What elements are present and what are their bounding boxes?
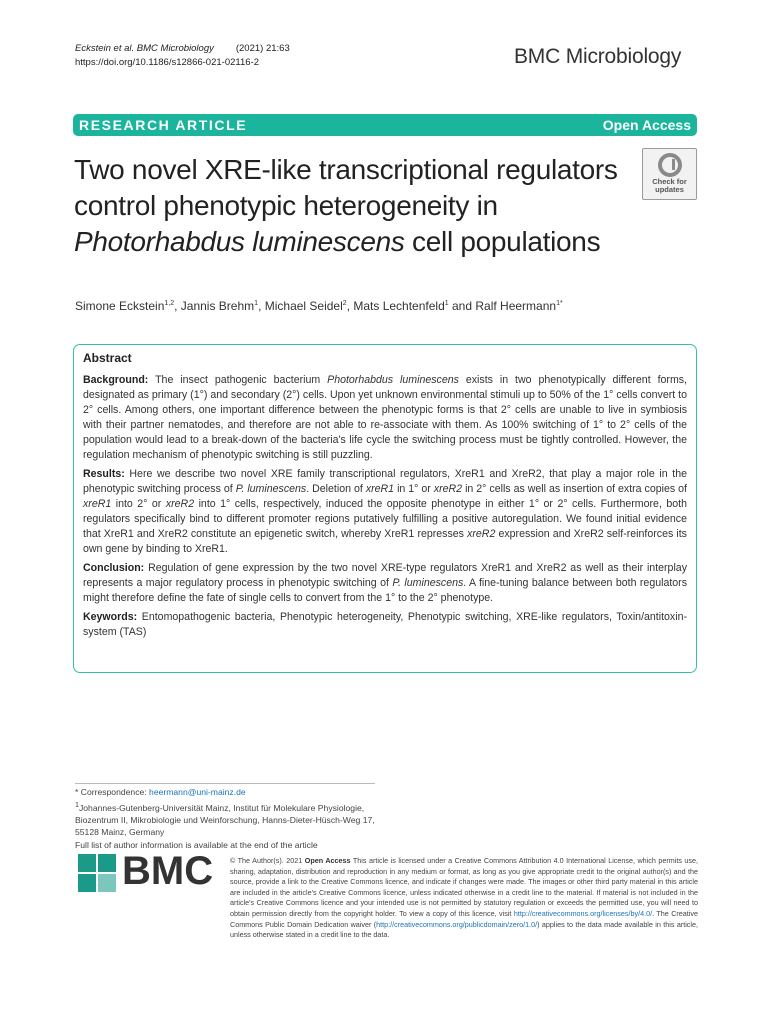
author-sup: 1* <box>556 300 563 307</box>
logo-square <box>98 854 116 872</box>
citation-year: (2021) 21:63 <box>235 43 290 54</box>
footnote-divider <box>75 783 375 784</box>
results-label: Results: <box>83 468 125 480</box>
text: xreR2 <box>165 498 195 510</box>
license-link[interactable]: http://creativecommons.org/licenses/by/4.0/ <box>513 908 653 918</box>
journal-name: BMC Microbiology <box>514 45 682 68</box>
text: ) applies to the data made available in this article, unless otherwise stated in a credit line to the data. <box>230 919 698 940</box>
author-info-note: Full list of author information is available at the end of the article <box>75 839 318 850</box>
text: exists in two phenotypically different forms, designated as primary (1°) and secondary (2°) cells. Upon yet unknown environmental stimuli up to 50% of the 1° cells convert to 2° cells. Among others, one important difference between the phenotypic forms is that 2° cells are unable to live in symbiosis with their partner nematodes, and therefore are not able to re-associate with them. As 100% switching of 1° to 2° cells of the population would lead to a break-down of the bacteria's life cycle the switching process must be tightly controlled. However, the regulation mechanism of phenotypic switching is still puzzling. <box>83 374 688 461</box>
text: expression and XreR2 self-reinforces its own gene by binding to XreR1. <box>83 528 687 555</box>
text: This article is licensed under a Creative Commons Attribution 4.0 International License, which permits use, sharing, adaptation, distribution and reproduction in any medium or format, as long as you give appropriate credit to the original author(s) and the source, provide a link to the Creative Commons licence, and indicate if changes were made. The images or other third party material in this article are included in the article's Creative Commons licence, unless indicated otherwise in a credit line to the material. If material is not included in the article's Creative Commons licence and your intended use is not permitted by statutory regulation or exceeds the permitted use, you will need to obtain permission directly from the copyright holder. To view a copy of this licence, visit <box>230 856 699 918</box>
abstract-heading: Abstract <box>83 351 132 365</box>
author-sep: , <box>258 299 265 313</box>
text: xreR1 <box>83 498 112 510</box>
check-updates-line1: Check for <box>652 177 687 186</box>
text: xreR1 <box>365 483 395 495</box>
abstract-background <box>83 373 687 463</box>
author-sup: 1,2 <box>164 300 175 307</box>
author-sup: 2 <box>342 300 347 307</box>
check-for-updates-badge[interactable] <box>642 148 697 200</box>
author-and: and <box>448 299 476 313</box>
text: into 1° cells, respectively, induced the opposite phenotype in either 1° or 2° cells. Furthermore, both regulators specifically bind to different promoter regions putatively fulfilling a positive autoregulation. We found initial evidence that XreR1 and XreR2 constitute an epigenetic switch, whereby XreR1 represses <box>83 498 687 540</box>
text: Photorhabdus luminescens <box>327 374 459 386</box>
affiliation: Johannes-Gutenberg-Universität Mainz, Institut für Molekulare Physiologie, Biozentrum II, Mikrobiologie und Weinforschung, Hanns-Dieter-Hüsch-Weg 17, 55128 Mainz, Germany <box>75 802 375 838</box>
text: in 1° or <box>394 483 434 495</box>
text: . Deletion of <box>306 483 366 495</box>
article-banner <box>73 114 697 136</box>
affil-sup: 1 <box>75 800 79 809</box>
text: . A fine-tuning balance between both regulators might therefore define the fate of single cells to convert from the 1° to the 2° phenotype. <box>83 577 688 604</box>
text: P. luminescens <box>235 483 307 495</box>
text: Entomopathogenic bacteria, Phenotypic heterogeneity, Phenotypic switching, XRE-like regulators, Toxin/antitoxin-system (TAS) <box>83 611 687 638</box>
text: Regulation of gene expression by the two novel XRE-type regulators XreR1 and XreR2 as well as their interplay represents a major regulatory process in phenotypic switching of <box>83 562 687 589</box>
abstract-conclusion <box>83 561 687 606</box>
text: in 2° cells as well as insertion of extra copies of <box>462 483 687 495</box>
correspondence-label: * Correspondence: <box>75 787 150 797</box>
title-part1: Two novel XRE-like transcriptional regulators control phenotypic heterogeneity in <box>74 154 618 221</box>
open-access-label: Open Access <box>602 117 691 133</box>
abstract-keywords <box>83 610 687 640</box>
author-sep: , <box>174 299 181 313</box>
author-sup: 1 <box>254 300 259 307</box>
text: Open Access <box>304 856 351 865</box>
text: xreR2 <box>433 483 463 495</box>
logo-square <box>78 854 96 872</box>
author: Jannis Brehm <box>180 299 255 313</box>
title-part2: cell populations <box>404 226 601 257</box>
author: Simone Eckstein <box>75 299 165 313</box>
check-updates-line2: updates <box>655 185 684 194</box>
logo-square <box>78 874 96 892</box>
author-sup: 1 <box>444 300 449 307</box>
abstract-results <box>83 467 687 557</box>
text: into 2° or <box>111 498 166 510</box>
conclusion-label: Conclusion: <box>83 562 145 574</box>
text: Here we describe two novel XRE family transcriptional regulators, XreR1 and XreR2, that play a major role in the phenotypic switching process of <box>83 468 687 495</box>
correspondence-email[interactable]: heermann@uni-mainz.de <box>149 787 246 797</box>
text: © The Author(s). 2021 <box>230 856 305 865</box>
check-updates-icon <box>658 153 682 177</box>
author: Michael Seidel <box>264 299 343 313</box>
abstract-box <box>73 344 697 673</box>
text: The insect pathogenic bacterium <box>148 374 328 386</box>
footnote <box>75 786 375 851</box>
text: . The Creative Commons Public Domain Dedication waiver ( <box>230 908 698 929</box>
logo-square <box>98 874 116 892</box>
author: Ralf Heermann <box>475 299 557 313</box>
background-label: Background: <box>83 374 149 386</box>
cc0-link[interactable]: http://creativecommons.org/publicdomain/zero/1.0/ <box>376 919 538 929</box>
bmc-logo <box>78 849 218 894</box>
citation-author: Eckstein et al. BMC Microbiology <box>75 43 214 54</box>
text: P. luminescens <box>392 577 464 589</box>
author-list <box>75 299 563 313</box>
article-title <box>74 152 634 260</box>
article-type: RESEARCH ARTICLE <box>79 117 248 133</box>
logo-wordmark: BMC <box>122 849 214 893</box>
author: Mats Lechtenfeld <box>353 299 445 313</box>
text: xreR2 <box>467 528 496 540</box>
author-sep: , <box>346 299 354 313</box>
doi-link[interactable]: https://doi.org/10.1186/s12866-021-02116-2 <box>75 57 259 68</box>
header-citation <box>75 42 290 70</box>
license-text <box>230 856 698 941</box>
keywords-label: Keywords: <box>83 611 138 623</box>
title-italic: Photorhabdus luminescens <box>74 226 405 257</box>
